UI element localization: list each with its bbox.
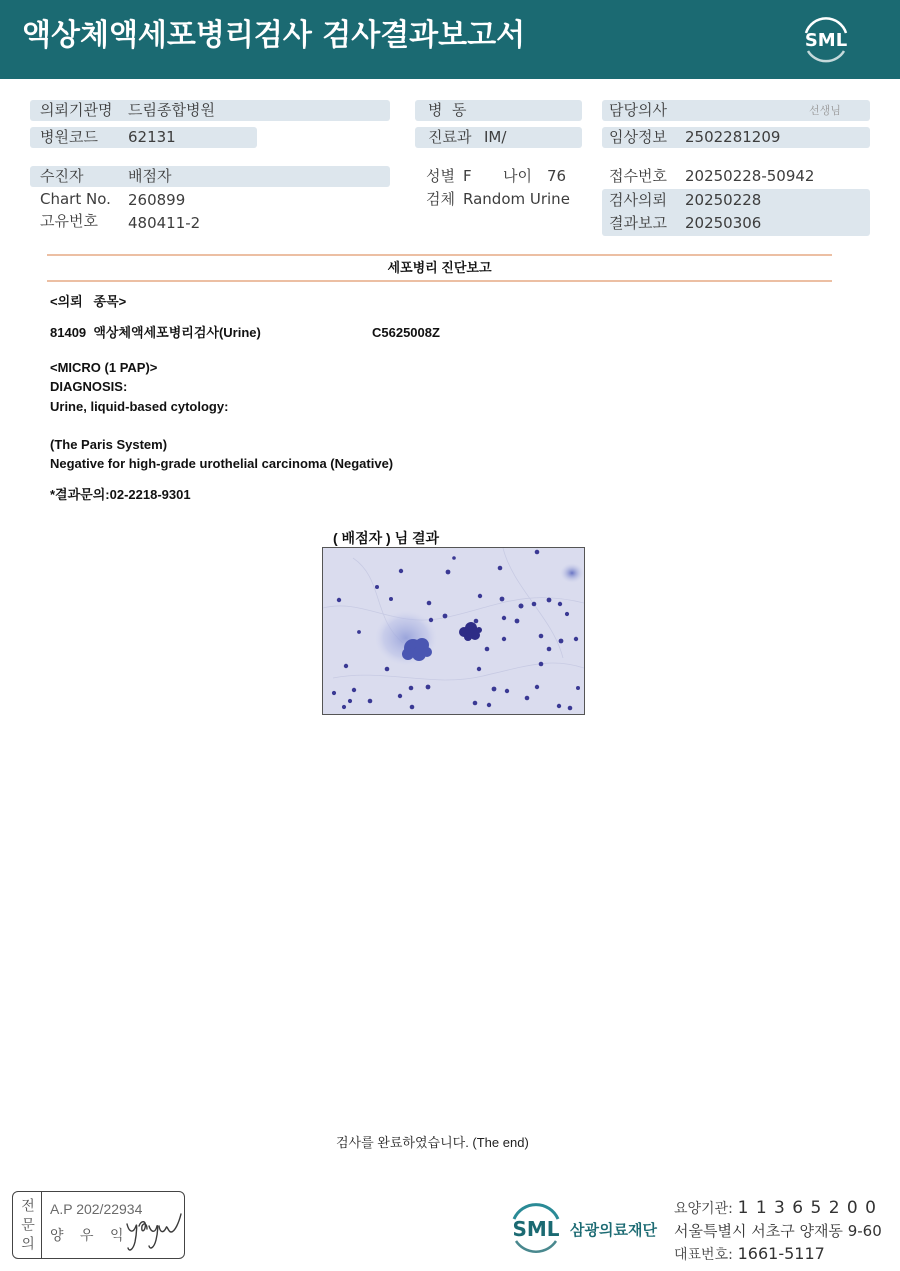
chart-no-value: 260899 bbox=[128, 191, 186, 209]
license-number: A.P 202/22934 bbox=[50, 1201, 143, 1217]
chart-no-label: Chart No. bbox=[40, 190, 111, 208]
image-caption: ( 배점자 ) 님 결과 bbox=[333, 530, 440, 546]
hospital-value: 드림종합병원 bbox=[128, 101, 215, 119]
specimen-description: Urine, liquid-based cytology: bbox=[50, 399, 229, 414]
sml-logo-text: SML bbox=[804, 30, 848, 51]
patient-value: 배점자 bbox=[128, 167, 172, 185]
doctor-suffix: 선생님 bbox=[809, 104, 841, 117]
sex-value: F bbox=[463, 167, 472, 185]
organization-name: 삼광의료재단 bbox=[570, 1221, 657, 1239]
dept-label: 진료과 bbox=[428, 128, 472, 146]
phone-label: 대표번호: bbox=[674, 1247, 733, 1263]
clinical-label: 임상정보 bbox=[609, 128, 667, 146]
doctor-label: 담당의사 bbox=[609, 101, 667, 119]
micro-heading: <MICRO (1 PAP)> bbox=[50, 360, 158, 375]
field-bar-patient bbox=[30, 166, 390, 187]
specialist-label: 전문의 bbox=[19, 1198, 35, 1255]
request-date-value: 20250228 bbox=[685, 191, 762, 209]
institution-code-value: 1 1 3 6 5 2 0 0 bbox=[737, 1198, 877, 1218]
sex-label: 성별 bbox=[426, 167, 455, 185]
order-heading: <의뢰 종목> bbox=[50, 294, 127, 309]
request-date-label: 검사의뢰 bbox=[609, 191, 667, 209]
pathologist-name: 양 우 익 bbox=[50, 1228, 124, 1244]
age-value: 76 bbox=[547, 167, 567, 185]
specialist-signature-box bbox=[12, 1191, 185, 1259]
address-line: 서울특별시 서초구 양재동 9-60 bbox=[674, 1222, 882, 1240]
specimen-value: Random Urine bbox=[463, 190, 570, 208]
phone-value: 1661-5117 bbox=[737, 1244, 825, 1263]
receipt-label: 접수번호 bbox=[609, 167, 667, 185]
divider-top bbox=[47, 254, 832, 256]
report-date-label: 결과보고 bbox=[609, 214, 667, 232]
clinical-value: 2502281209 bbox=[685, 128, 781, 146]
unique-id-label: 고유번호 bbox=[40, 212, 98, 230]
specimen-label: 검체 bbox=[426, 190, 455, 208]
hospital-label: 의뢰기관명 bbox=[40, 101, 113, 119]
cytology-image bbox=[322, 547, 585, 715]
age-label: 나이 bbox=[503, 167, 532, 185]
receipt-value: 20250228-50942 bbox=[685, 167, 815, 185]
patient-label: 수진자 bbox=[40, 167, 84, 185]
sml-footer-logo bbox=[506, 1199, 566, 1257]
diagnosis-result: Negative for high-grade urothelial carcinoma (Negative) bbox=[50, 456, 394, 471]
report-title: 액상체액세포병리검사 검사결과보고서 bbox=[22, 18, 526, 53]
diagnosis-label: DIAGNOSIS: bbox=[50, 379, 128, 394]
order-id: C5625008Z bbox=[372, 325, 440, 340]
end-of-report-text: 검사를 완료하였습니다. (The end) bbox=[336, 1135, 529, 1150]
hospital-code-value: 62131 bbox=[128, 128, 176, 146]
sml-footer-logo-text: SML bbox=[512, 1217, 560, 1241]
unique-id-value: 480411-2 bbox=[128, 214, 201, 232]
cytology-micrograph bbox=[323, 548, 584, 714]
signature-box-divider bbox=[41, 1192, 42, 1258]
phone-line bbox=[674, 1243, 825, 1266]
report-date-value: 20250306 bbox=[685, 214, 762, 232]
classification-system: (The Paris System) bbox=[50, 437, 168, 452]
report-header bbox=[0, 0, 900, 79]
hospital-code-label: 병원코드 bbox=[40, 128, 98, 146]
institution-code-line bbox=[674, 1197, 877, 1220]
order-line: 81409 액상체액세포병리검사(Urine) bbox=[50, 325, 261, 340]
divider-bottom bbox=[47, 280, 832, 282]
sml-logo bbox=[798, 11, 854, 67]
institution-code-label: 요양기관: bbox=[674, 1201, 733, 1217]
ward-label: 병 동 bbox=[428, 101, 467, 119]
dept-value: IM/ bbox=[484, 128, 507, 146]
handwritten-signature bbox=[123, 1202, 185, 1254]
section-title: 세포병리 진단보고 bbox=[387, 260, 492, 275]
inquiry-phone: *결과문의:02-2218-9301 bbox=[50, 487, 191, 502]
